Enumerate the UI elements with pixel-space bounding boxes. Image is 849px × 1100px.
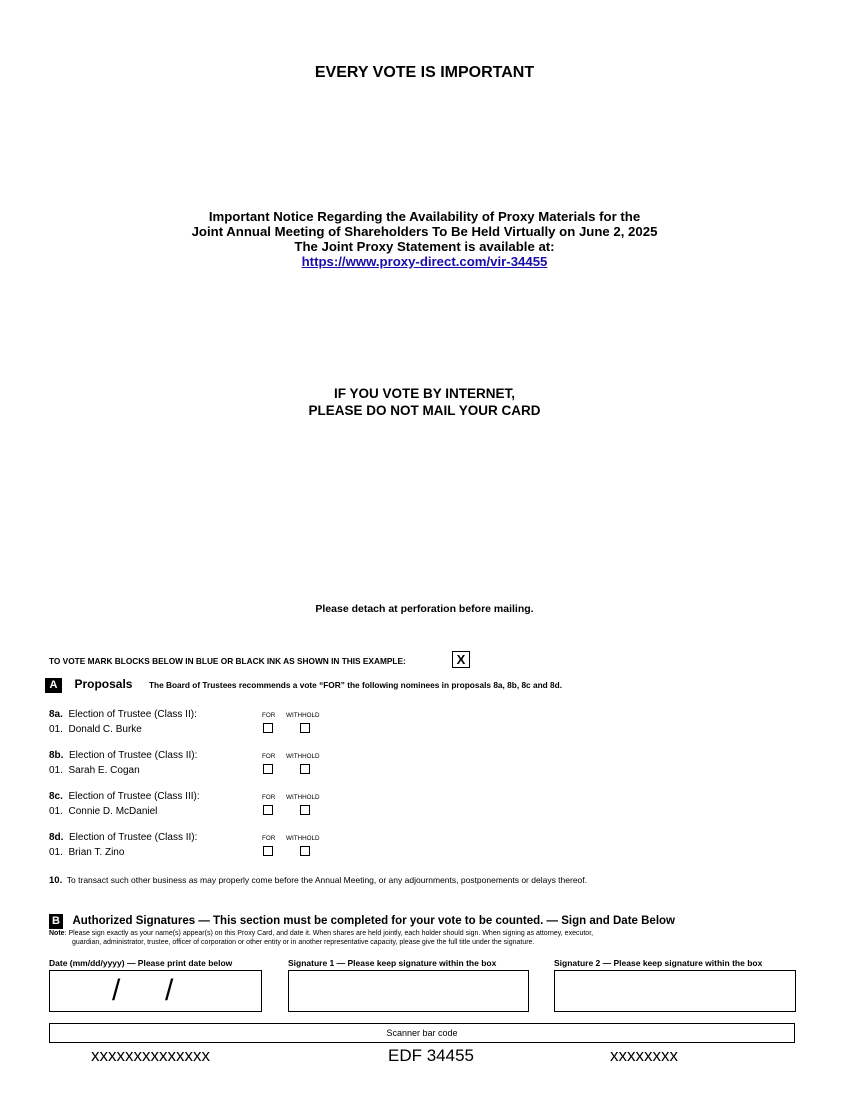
nominee-number: 01.	[49, 806, 63, 817]
withhold-label: WITHHOLD	[286, 753, 320, 760]
note-line-2: guardian, administrator, trustee, officer of corporation or other entity or in another representative capacity, please give the full title under the signature.	[72, 939, 535, 946]
nominee-number: 01.	[49, 847, 63, 858]
nominee-name: Donald C. Burke	[68, 724, 142, 735]
signature-2-label: Signature 2 — Please keep signature within the box	[554, 958, 763, 968]
withhold-label: WITHHOLD	[286, 794, 320, 801]
example-mark-box: X	[452, 651, 470, 668]
proposal-8a	[49, 707, 197, 737]
withhold-label: WITHHOLD	[286, 835, 320, 842]
footer-left-code: xxxxxxxxxxxxxx	[91, 1046, 210, 1065]
date-label: Date (mm/dd/yyyy) — Please print date below	[49, 958, 233, 968]
signatures-header	[49, 911, 675, 929]
footer-right-code: xxxxxxxx	[610, 1046, 678, 1065]
voting-instructions: TO VOTE MARK BLOCKS BELOW IN BLUE OR BLACK INK AS SHOWN IN THIS EXAMPLE:	[49, 656, 406, 666]
for-label: FOR	[262, 753, 276, 760]
proposal-number: 8a.	[49, 709, 63, 720]
nominee-name: Connie D. McDaniel	[68, 806, 158, 817]
date-slash: /	[165, 974, 174, 1007]
proposal-8c-withhold-checkbox[interactable]	[300, 805, 310, 815]
proxy-notice	[0, 209, 849, 269]
proposal-label: Election of Trustee (Class II):	[68, 709, 197, 720]
scanner-barcode-box: Scanner bar code	[49, 1023, 795, 1043]
proposal-8b-for-checkbox[interactable]	[263, 764, 273, 774]
proposal-label: Election of Trustee (Class II):	[69, 750, 198, 761]
note-line-1: : Please sign exactly as your name(s) appear(s) on this Proxy Card, and date it. When shares are held jointly, each holder should sign. When signing as attorney, executor,	[64, 930, 594, 937]
proposal-label: Election of Trustee (Class III):	[68, 791, 200, 802]
detach-instruction: Please detach at perforation before mailing.	[315, 603, 534, 615]
proxy-statement-link[interactable]: https://www.proxy-direct.com/vir-34455	[301, 254, 548, 269]
proposal-number: 8b.	[49, 750, 64, 761]
notice-line-3: The Joint Proxy Statement is available at:	[294, 239, 555, 254]
signature-note	[49, 929, 809, 947]
for-label: FOR	[262, 712, 276, 719]
for-label: FOR	[262, 835, 276, 842]
proposal-8b-withhold-checkbox[interactable]	[300, 764, 310, 774]
proposal-8c	[49, 789, 200, 819]
nominee-number: 01.	[49, 765, 63, 776]
section-a-badge: A	[45, 678, 62, 693]
date-slash: /	[112, 974, 121, 1007]
internet-notice-line-1: IF YOU VOTE BY INTERNET,	[333, 386, 516, 401]
proposals-subtitle: The Board of Trustees recommends a vote “FOR” the following nominees in proposals 8a, 8b, 8c and 8d.	[148, 680, 563, 690]
nominee-number: 01.	[49, 724, 63, 735]
proposal-8d-withhold-checkbox[interactable]	[300, 846, 310, 856]
proposals-header	[45, 675, 562, 693]
section-b-badge: B	[49, 914, 63, 929]
note-label: Note	[49, 930, 65, 937]
for-label: FOR	[262, 794, 276, 801]
proposal-8c-for-checkbox[interactable]	[263, 805, 273, 815]
signature-2-box[interactable]	[554, 970, 796, 1012]
proposal-10-text: To transact such other business as may properly come before the Annual Meeting, or any adjournments, postponements or delays thereof.	[66, 875, 588, 885]
proposal-8a-withhold-checkbox[interactable]	[300, 723, 310, 733]
internet-notice-line-2: PLEASE DO NOT MAIL YOUR CARD	[308, 403, 541, 418]
proposal-8d	[49, 830, 197, 860]
notice-line-2: Joint Annual Meeting of Shareholders To Be Held Virtually on June 2, 2025	[191, 224, 658, 239]
proposal-8a-for-checkbox[interactable]	[263, 723, 273, 733]
proposal-label: Election of Trustee (Class II):	[69, 832, 198, 843]
nominee-name: Brian T. Zino	[68, 847, 125, 858]
internet-vote-notice	[0, 385, 849, 419]
proposal-number: 8c.	[49, 791, 63, 802]
proposal-number: 10.	[49, 875, 63, 886]
signatures-title: Authorized Signatures — This section must be completed for your vote to be counted. — Sign and Date Below	[72, 915, 675, 927]
footer-center-code: EDF 34455	[388, 1046, 474, 1065]
withhold-label: WITHHOLD	[286, 712, 320, 719]
notice-line-1: Important Notice Regarding the Availability of Proxy Materials for the	[208, 209, 641, 224]
proposal-10	[49, 875, 587, 886]
proposals-title: Proposals	[74, 677, 133, 691]
nominee-name: Sarah E. Cogan	[68, 765, 140, 776]
date-input-box[interactable]	[49, 970, 262, 1012]
proposal-number: 8d.	[49, 832, 64, 843]
proposal-8b	[49, 748, 197, 778]
signature-1-box[interactable]	[288, 970, 529, 1012]
signature-1-label: Signature 1 — Please keep signature within the box	[288, 958, 497, 968]
page-title: EVERY VOTE IS IMPORTANT	[314, 64, 535, 81]
proposal-8d-for-checkbox[interactable]	[263, 846, 273, 856]
